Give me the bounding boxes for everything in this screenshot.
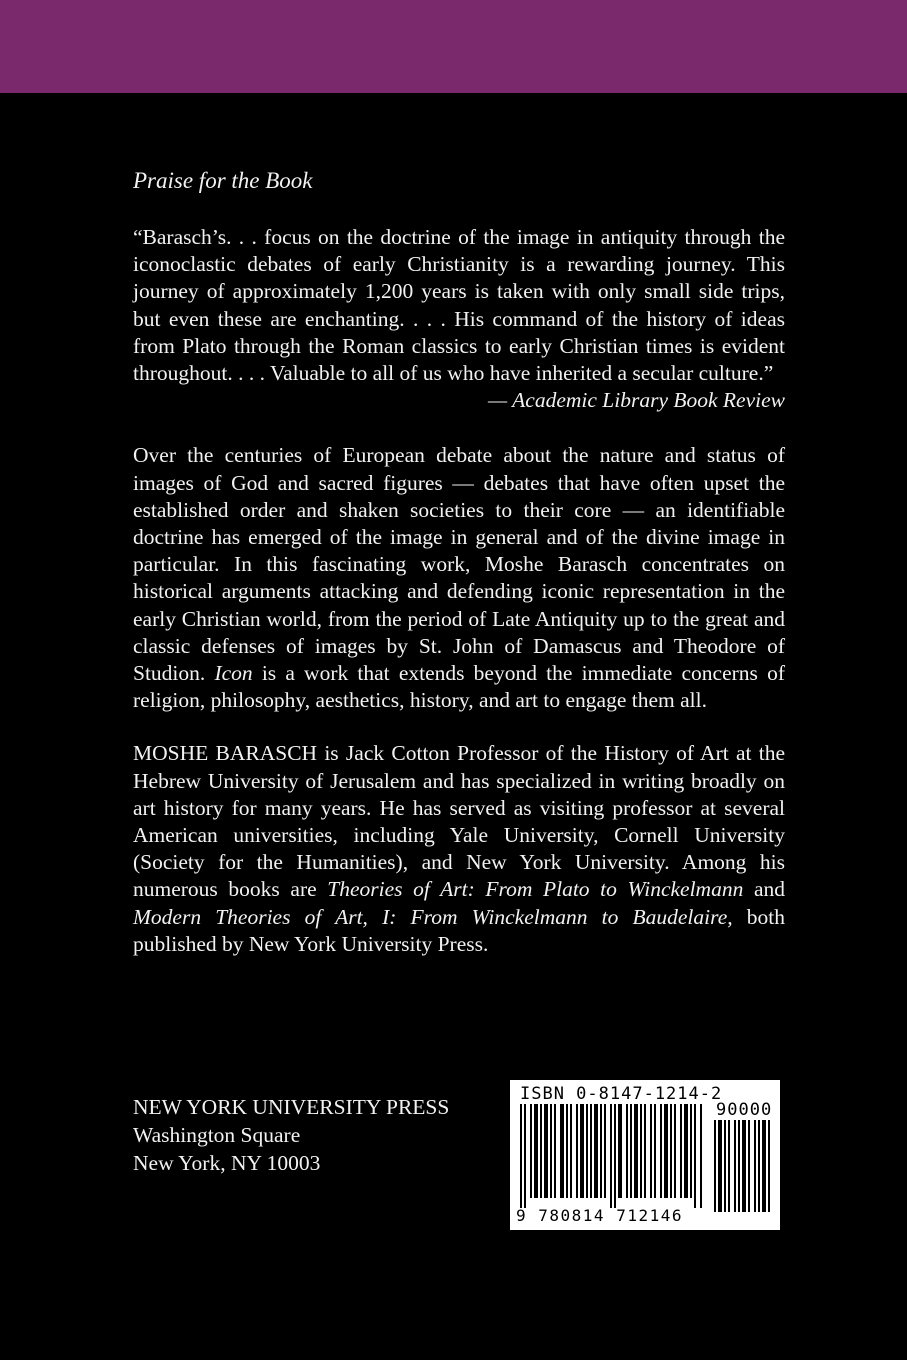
barcode-bar	[600, 1104, 602, 1198]
barcode-bar	[554, 1104, 556, 1198]
barcode-bar	[570, 1104, 572, 1198]
description-text: Over the centuries of European debate about the nature and status of images of God and sacred figures — debates that have often upset the established order and shaken societies to their core — an identifiable doctrine has emerged of the image in general and of the divine image in particular. In this fascinating work, Moshe Barasch concentrates on historical arguments attacking and defending iconic representation in the early Christian world, from the period of Late Antiquity up to the great and classic defenses of images by St. John of Damascus and Theodore of Studion.	[133, 443, 785, 686]
bio-text-end: both published by New York University Press.	[133, 904, 785, 956]
barcode-bar	[690, 1104, 692, 1198]
bio-book-title-1: Theories of Art: From Plato to Winckelmann	[327, 877, 744, 902]
barcode-bar	[560, 1104, 564, 1198]
publisher-name: NEW YORK UNIVERSITY PRESS	[133, 1095, 450, 1119]
praise-heading: Praise for the Book	[133, 168, 313, 193]
isbn-barcode	[510, 1080, 780, 1230]
publisher-address	[133, 1093, 449, 1177]
bio-text-and: and	[743, 877, 786, 902]
isbn-label: ISBN 0-8147-1214-2	[520, 1084, 723, 1104]
description-text-end: is a work that extends beyond the immediate concerns of religion, philosophy, aesthetics, history, and art to engage them all.	[133, 661, 785, 713]
author-bio	[133, 740, 785, 958]
barcode-bar	[540, 1104, 542, 1198]
barcode-bar	[748, 1120, 750, 1212]
top-color-band	[0, 0, 907, 93]
barcode-bar	[728, 1120, 730, 1212]
barcode-bar	[684, 1104, 688, 1198]
book-title-icon: Icon	[214, 661, 253, 686]
barcode-bar	[534, 1104, 538, 1198]
barcode-bar	[586, 1104, 588, 1198]
barcode-bar	[734, 1120, 736, 1212]
barcode-bar	[724, 1120, 726, 1212]
barcode-bar	[762, 1120, 766, 1212]
barcode-bar	[694, 1104, 696, 1208]
barcode-bars	[520, 1104, 708, 1208]
barcode-bar	[700, 1104, 702, 1208]
barcode-bar	[580, 1104, 584, 1198]
barcode-bar	[576, 1104, 578, 1198]
barcode-addon-number: 90000	[716, 1100, 773, 1120]
bio-text: MOSHE BARASCH is Jack Cotton Professor of the History of Art at the Hebrew University of Jerusalem and has specialized in writing broadly on art history for many years. He has served as visiting professor at several American universities, including Yale University, Cornell University (Society for the Humanities), and New York University. Among his numerous books are	[133, 741, 785, 902]
book-description	[133, 442, 785, 714]
barcode-bar	[520, 1104, 522, 1208]
barcode-bar	[630, 1104, 632, 1198]
barcode-bar	[754, 1120, 756, 1212]
barcode-bar	[680, 1104, 682, 1198]
barcode-bar	[640, 1104, 642, 1198]
review-attribution: — Academic Library Book Review	[488, 388, 785, 413]
barcode-bar	[604, 1104, 606, 1198]
review-quote: “Barasch’s. . . focus on the doctrine of the image in antiquity through the iconoclastic debates of early Christianity is a rewarding journey. This journey of approximately 1,200 years is taken with only small side trips, but even these are enchanting. . . . His command of the history of ideas from Plato through the Roman classics to early Christian times is evident throughout. . . . Valuable to all of us who have inherited a secular culture.”	[133, 225, 785, 386]
barcode-bar	[650, 1104, 652, 1198]
barcode-bar	[550, 1104, 552, 1198]
barcode-bar	[654, 1104, 656, 1198]
barcode-bar	[674, 1104, 676, 1198]
barcode-bar	[768, 1120, 770, 1212]
barcode-bar	[738, 1120, 740, 1212]
barcode-digits: 9 780814 712146	[516, 1206, 683, 1225]
publisher-city: New York, NY 10003	[133, 1151, 321, 1175]
back-cover-text	[133, 166, 785, 958]
barcode-bar	[714, 1120, 716, 1212]
barcode-bar	[524, 1104, 526, 1208]
barcode-bar	[718, 1120, 722, 1212]
barcode-bar	[634, 1104, 638, 1198]
barcode-addon-bars	[714, 1120, 774, 1212]
barcode-bar	[644, 1104, 646, 1198]
barcode-bar	[670, 1104, 672, 1198]
barcode-bar	[626, 1104, 628, 1198]
barcode-bar	[742, 1120, 746, 1212]
barcode-bar	[614, 1104, 616, 1208]
bio-book-title-2: Modern Theories of Art, I: From Winckelmann to Baudelaire,	[133, 904, 733, 929]
barcode-bar	[610, 1104, 612, 1208]
barcode-bar	[566, 1104, 568, 1198]
barcode-bar	[660, 1104, 662, 1198]
barcode-bar	[664, 1104, 668, 1198]
barcode-bar	[544, 1104, 548, 1198]
barcode-bar	[618, 1104, 622, 1198]
barcode-bar	[758, 1120, 760, 1212]
barcode-bar	[530, 1104, 532, 1198]
publisher-street: Washington Square	[133, 1123, 301, 1147]
barcode-bar	[590, 1104, 592, 1198]
barcode-bar	[594, 1104, 598, 1198]
